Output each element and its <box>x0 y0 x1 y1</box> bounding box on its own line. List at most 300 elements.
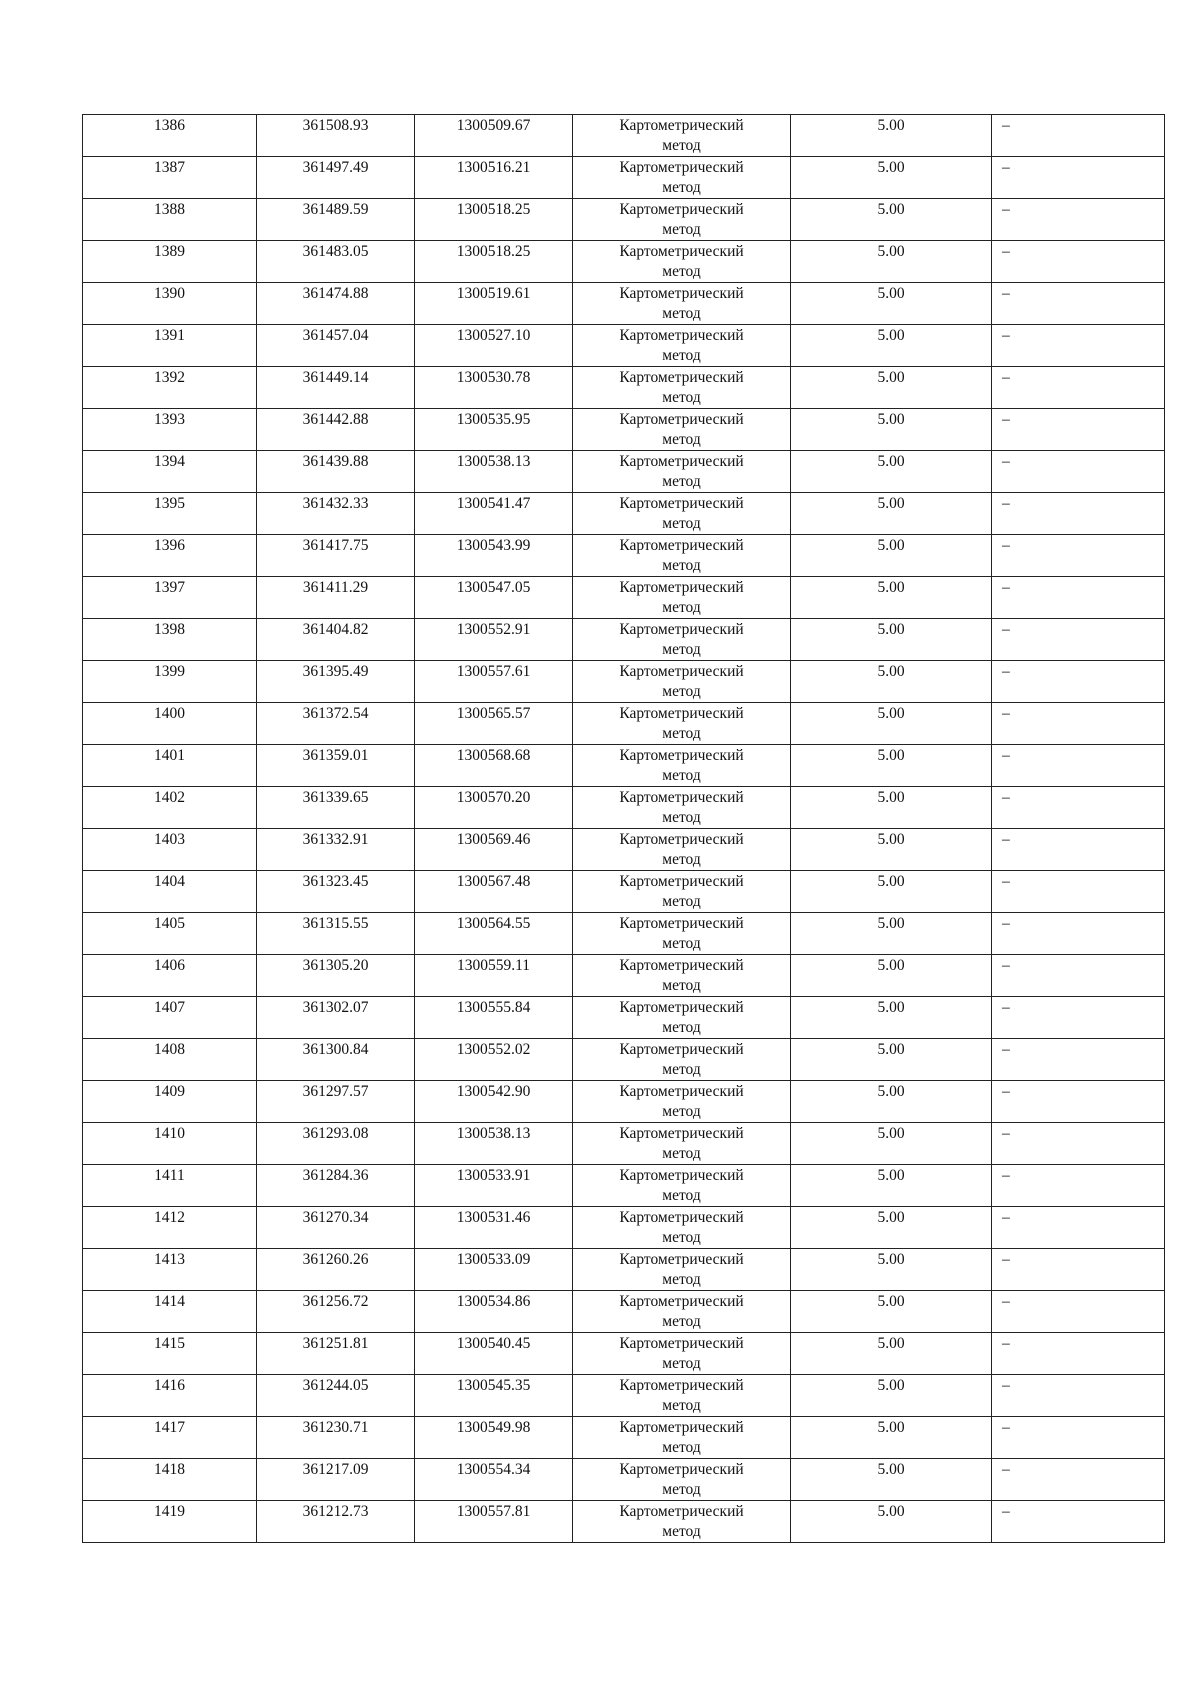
point-number-text: 1415 <box>154 1335 185 1352</box>
y-coordinate-text: 1300530.78 <box>456 369 531 386</box>
accuracy-cell <box>791 661 992 703</box>
method-text-line2: метод <box>662 1103 701 1120</box>
method-text-line1: Картометрический <box>619 117 744 134</box>
x-coordinate-text: 361230.71 <box>302 1419 369 1436</box>
accuracy-cell <box>791 871 992 913</box>
y-coordinate-text: 1300533.91 <box>456 1167 531 1184</box>
x-coordinate-text: 361439.88 <box>302 453 369 470</box>
point-number-text: 1401 <box>154 747 185 764</box>
table-row <box>83 1081 1165 1123</box>
method-text-line1: Картометрический <box>619 1461 744 1478</box>
method-cell <box>573 1291 791 1333</box>
x-coordinate-text: 361323.45 <box>302 873 369 890</box>
point-number-text: 1393 <box>154 411 185 428</box>
accuracy-cell <box>791 451 992 493</box>
method-text-line1: Картометрический <box>619 243 744 260</box>
method-text-line1: Картометрический <box>619 789 744 806</box>
accuracy-cell <box>791 1459 992 1501</box>
table-row <box>83 493 1165 535</box>
method-text-line1: Картометрический <box>619 495 744 512</box>
note-text: – <box>1002 1251 1010 1268</box>
note-text: – <box>1002 537 1010 554</box>
y-coordinate-cell <box>415 1333 573 1375</box>
method-cell <box>573 661 791 703</box>
y-coordinate-text: 1300554.34 <box>456 1461 531 1478</box>
y-coordinate-cell <box>415 1501 573 1543</box>
y-coordinate-text: 1300538.13 <box>456 453 531 470</box>
method-text-line1: Картометрический <box>619 873 744 890</box>
y-coordinate-text: 1300552.91 <box>456 621 531 638</box>
accuracy-cell <box>791 241 992 283</box>
point-number-cell <box>83 535 257 577</box>
y-coordinate-cell <box>415 997 573 1039</box>
method-text-line2: метод <box>662 767 701 784</box>
x-coordinate-text: 361297.57 <box>302 1083 369 1100</box>
y-coordinate-cell <box>415 115 573 157</box>
y-coordinate-cell <box>415 1249 573 1291</box>
table-row <box>83 1501 1165 1543</box>
accuracy-cell <box>791 1249 992 1291</box>
table-row <box>83 409 1165 451</box>
x-coordinate-text: 361417.75 <box>302 537 369 554</box>
note-cell <box>992 493 1165 535</box>
y-coordinate-text: 1300568.68 <box>456 747 531 764</box>
accuracy-text: 5.00 <box>877 327 905 344</box>
note-cell <box>992 1291 1165 1333</box>
y-coordinate-text: 1300509.67 <box>456 117 531 134</box>
y-coordinate-text: 1300543.99 <box>456 537 531 554</box>
y-coordinate-cell <box>415 913 573 955</box>
x-coordinate-text: 361251.81 <box>302 1335 369 1352</box>
coordinates-table <box>82 114 1165 1543</box>
y-coordinate-cell <box>415 1291 573 1333</box>
x-coordinate-cell <box>257 535 415 577</box>
y-coordinate-cell <box>415 493 573 535</box>
table-row <box>83 745 1165 787</box>
note-text: – <box>1002 831 1010 848</box>
y-coordinate-text: 1300552.02 <box>456 1041 531 1058</box>
y-coordinate-text: 1300540.45 <box>456 1335 531 1352</box>
note-text: – <box>1002 411 1010 428</box>
point-number-cell <box>83 1375 257 1417</box>
accuracy-text: 5.00 <box>877 285 905 302</box>
point-number-text: 1392 <box>154 369 185 386</box>
y-coordinate-text: 1300570.20 <box>456 789 531 806</box>
method-cell <box>573 367 791 409</box>
method-text-line2: метод <box>662 389 701 406</box>
point-number-cell <box>83 1333 257 1375</box>
method-text-line2: метод <box>662 179 701 196</box>
accuracy-text: 5.00 <box>877 1167 905 1184</box>
x-coordinate-text: 361256.72 <box>302 1293 369 1310</box>
note-cell <box>992 1333 1165 1375</box>
point-number-cell <box>83 1291 257 1333</box>
y-coordinate-cell <box>415 199 573 241</box>
accuracy-cell <box>791 157 992 199</box>
y-coordinate-cell <box>415 1207 573 1249</box>
point-number-cell <box>83 1039 257 1081</box>
x-coordinate-cell <box>257 829 415 871</box>
point-number-text: 1390 <box>154 285 185 302</box>
point-number-cell <box>83 1249 257 1291</box>
table-row <box>83 829 1165 871</box>
accuracy-text: 5.00 <box>877 537 905 554</box>
y-coordinate-cell <box>415 409 573 451</box>
note-text: – <box>1002 1167 1010 1184</box>
y-coordinate-text: 1300541.47 <box>456 495 531 512</box>
accuracy-text: 5.00 <box>877 663 905 680</box>
method-text-line2: метод <box>662 305 701 322</box>
x-coordinate-cell <box>257 1039 415 1081</box>
x-coordinate-text: 361293.08 <box>302 1125 369 1142</box>
table-row <box>83 871 1165 913</box>
note-cell <box>992 577 1165 619</box>
point-number-cell <box>83 1417 257 1459</box>
x-coordinate-text: 361359.01 <box>302 747 369 764</box>
x-coordinate-cell <box>257 241 415 283</box>
accuracy-cell <box>791 619 992 661</box>
y-coordinate-cell <box>415 157 573 199</box>
accuracy-cell <box>791 1375 992 1417</box>
note-text: – <box>1002 957 1010 974</box>
x-coordinate-cell <box>257 1081 415 1123</box>
y-coordinate-text: 1300569.46 <box>456 831 531 848</box>
method-text-line1: Картометрический <box>619 1167 744 1184</box>
note-text: – <box>1002 117 1010 134</box>
y-coordinate-text: 1300549.98 <box>456 1419 531 1436</box>
x-coordinate-cell <box>257 1123 415 1165</box>
accuracy-text: 5.00 <box>877 621 905 638</box>
note-text: – <box>1002 159 1010 176</box>
point-number-text: 1405 <box>154 915 185 932</box>
point-number-cell <box>83 325 257 367</box>
x-coordinate-text: 361489.59 <box>302 201 369 218</box>
method-text-line1: Картометрический <box>619 159 744 176</box>
table-row <box>83 955 1165 997</box>
table-row <box>83 1207 1165 1249</box>
y-coordinate-cell <box>415 283 573 325</box>
method-cell <box>573 787 791 829</box>
note-text: – <box>1002 495 1010 512</box>
method-text-line1: Картометрический <box>619 327 744 344</box>
point-number-text: 1389 <box>154 243 185 260</box>
x-coordinate-cell <box>257 745 415 787</box>
accuracy-cell <box>791 1417 992 1459</box>
method-text-line2: метод <box>662 1145 701 1162</box>
method-cell <box>573 451 791 493</box>
x-coordinate-text: 361339.65 <box>302 789 369 806</box>
method-text-line2: метод <box>662 641 701 658</box>
x-coordinate-cell <box>257 283 415 325</box>
x-coordinate-cell <box>257 493 415 535</box>
point-number-cell <box>83 1081 257 1123</box>
method-text-line2: метод <box>662 1271 701 1288</box>
method-cell <box>573 493 791 535</box>
note-cell <box>992 1459 1165 1501</box>
point-number-text: 1413 <box>154 1251 185 1268</box>
method-cell <box>573 1165 791 1207</box>
y-coordinate-cell <box>415 661 573 703</box>
accuracy-cell <box>791 283 992 325</box>
y-coordinate-cell <box>415 829 573 871</box>
accuracy-cell <box>791 325 992 367</box>
x-coordinate-cell <box>257 157 415 199</box>
method-cell <box>573 283 791 325</box>
point-number-cell <box>83 451 257 493</box>
note-text: – <box>1002 1293 1010 1310</box>
note-text: – <box>1002 1083 1010 1100</box>
table-row <box>83 913 1165 955</box>
accuracy-text: 5.00 <box>877 915 905 932</box>
method-text-line1: Картометрический <box>619 285 744 302</box>
x-coordinate-text: 361284.36 <box>302 1167 369 1184</box>
method-cell <box>573 1039 791 1081</box>
note-cell <box>992 241 1165 283</box>
method-text-line2: метод <box>662 473 701 490</box>
note-cell <box>992 955 1165 997</box>
x-coordinate-text: 361315.55 <box>302 915 369 932</box>
note-text: – <box>1002 1125 1010 1142</box>
y-coordinate-cell <box>415 1375 573 1417</box>
y-coordinate-cell <box>415 367 573 409</box>
point-number-text: 1398 <box>154 621 185 638</box>
method-text-line1: Картометрический <box>619 411 744 428</box>
point-number-cell <box>83 997 257 1039</box>
method-cell <box>573 1501 791 1543</box>
x-coordinate-text: 361411.29 <box>302 579 369 596</box>
table-row <box>83 367 1165 409</box>
note-cell <box>992 535 1165 577</box>
table-row <box>83 787 1165 829</box>
x-coordinate-cell <box>257 451 415 493</box>
point-number-cell <box>83 283 257 325</box>
point-number-text: 1391 <box>154 327 185 344</box>
note-cell <box>992 661 1165 703</box>
method-text-line2: метод <box>662 263 701 280</box>
y-coordinate-text: 1300516.21 <box>456 159 531 176</box>
accuracy-text: 5.00 <box>877 1041 905 1058</box>
table-row <box>83 283 1165 325</box>
x-coordinate-text: 361372.54 <box>302 705 369 722</box>
point-number-cell <box>83 829 257 871</box>
note-cell <box>992 871 1165 913</box>
y-coordinate-text: 1300533.09 <box>456 1251 531 1268</box>
method-cell <box>573 1081 791 1123</box>
y-coordinate-text: 1300567.48 <box>456 873 531 890</box>
point-number-text: 1412 <box>154 1209 185 1226</box>
note-text: – <box>1002 915 1010 932</box>
point-number-cell <box>83 1501 257 1543</box>
y-coordinate-cell <box>415 745 573 787</box>
y-coordinate-text: 1300547.05 <box>456 579 531 596</box>
method-cell <box>573 703 791 745</box>
note-cell <box>992 1039 1165 1081</box>
accuracy-cell <box>791 997 992 1039</box>
note-cell <box>992 913 1165 955</box>
method-cell <box>573 115 791 157</box>
method-cell <box>573 241 791 283</box>
method-cell <box>573 829 791 871</box>
point-number-text: 1414 <box>154 1293 185 1310</box>
note-text: – <box>1002 1461 1010 1478</box>
point-number-cell <box>83 409 257 451</box>
point-number-cell <box>83 1123 257 1165</box>
accuracy-cell <box>791 913 992 955</box>
method-text-line1: Картометрический <box>619 579 744 596</box>
accuracy-cell <box>791 367 992 409</box>
point-number-text: 1387 <box>154 159 185 176</box>
point-number-cell <box>83 1207 257 1249</box>
table-row <box>83 241 1165 283</box>
method-text-line1: Картометрический <box>619 1041 744 1058</box>
note-cell <box>992 199 1165 241</box>
accuracy-text: 5.00 <box>877 369 905 386</box>
accuracy-text: 5.00 <box>877 1377 905 1394</box>
x-coordinate-text: 361449.14 <box>302 369 369 386</box>
table-row <box>83 1291 1165 1333</box>
method-text-line2: метод <box>662 1187 701 1204</box>
x-coordinate-cell <box>257 1375 415 1417</box>
point-number-text: 1410 <box>154 1125 185 1142</box>
table-row <box>83 1123 1165 1165</box>
note-text: – <box>1002 1209 1010 1226</box>
accuracy-text: 5.00 <box>877 1461 905 1478</box>
accuracy-text: 5.00 <box>877 243 905 260</box>
x-coordinate-text: 361474.88 <box>302 285 369 302</box>
point-number-text: 1396 <box>154 537 185 554</box>
method-cell <box>573 745 791 787</box>
point-number-cell <box>83 787 257 829</box>
y-coordinate-text: 1300538.13 <box>456 1125 531 1142</box>
x-coordinate-cell <box>257 325 415 367</box>
table-row <box>83 1459 1165 1501</box>
x-coordinate-cell <box>257 913 415 955</box>
method-text-line2: метод <box>662 1229 701 1246</box>
method-text-line1: Картометрический <box>619 747 744 764</box>
note-cell <box>992 1123 1165 1165</box>
x-coordinate-cell <box>257 871 415 913</box>
x-coordinate-cell <box>257 1333 415 1375</box>
y-coordinate-text: 1300518.25 <box>456 243 531 260</box>
note-text: – <box>1002 1041 1010 1058</box>
note-cell <box>992 1249 1165 1291</box>
point-number-text: 1400 <box>154 705 185 722</box>
accuracy-cell <box>791 1123 992 1165</box>
method-text-line1: Картометрический <box>619 1209 744 1226</box>
note-text: – <box>1002 327 1010 344</box>
x-coordinate-text: 361305.20 <box>302 957 369 974</box>
x-coordinate-text: 361300.84 <box>302 1041 369 1058</box>
accuracy-text: 5.00 <box>877 1503 905 1520</box>
x-coordinate-text: 361332.91 <box>302 831 369 848</box>
note-cell <box>992 1165 1165 1207</box>
point-number-text: 1406 <box>154 957 185 974</box>
accuracy-text: 5.00 <box>877 453 905 470</box>
method-text-line2: метод <box>662 1313 701 1330</box>
y-coordinate-cell <box>415 703 573 745</box>
accuracy-text: 5.00 <box>877 999 905 1016</box>
x-coordinate-text: 361497.49 <box>302 159 369 176</box>
table-row <box>83 577 1165 619</box>
x-coordinate-text: 361302.07 <box>302 999 369 1016</box>
note-cell <box>992 745 1165 787</box>
y-coordinate-cell <box>415 787 573 829</box>
method-text-line2: метод <box>662 809 701 826</box>
method-text-line2: метод <box>662 347 701 364</box>
note-text: – <box>1002 243 1010 260</box>
table-row <box>83 535 1165 577</box>
point-number-cell <box>83 1165 257 1207</box>
note-text: – <box>1002 873 1010 890</box>
accuracy-cell <box>791 703 992 745</box>
table-row <box>83 997 1165 1039</box>
accuracy-text: 5.00 <box>877 201 905 218</box>
note-cell <box>992 283 1165 325</box>
method-text-line1: Картометрический <box>619 1335 744 1352</box>
method-cell <box>573 325 791 367</box>
table-row <box>83 619 1165 661</box>
method-text-line2: метод <box>662 1439 701 1456</box>
accuracy-text: 5.00 <box>877 579 905 596</box>
method-cell <box>573 1333 791 1375</box>
y-coordinate-cell <box>415 577 573 619</box>
y-coordinate-cell <box>415 871 573 913</box>
y-coordinate-text: 1300542.90 <box>456 1083 531 1100</box>
x-coordinate-text: 361442.88 <box>302 411 369 428</box>
table-row <box>83 1039 1165 1081</box>
accuracy-text: 5.00 <box>877 1125 905 1142</box>
y-coordinate-cell <box>415 241 573 283</box>
x-coordinate-cell <box>257 1249 415 1291</box>
method-text-line2: метод <box>662 1355 701 1372</box>
point-number-cell <box>83 871 257 913</box>
point-number-cell <box>83 199 257 241</box>
table-row <box>83 325 1165 367</box>
accuracy-cell <box>791 1501 992 1543</box>
method-cell <box>573 157 791 199</box>
method-text-line1: Картометрический <box>619 369 744 386</box>
x-coordinate-cell <box>257 787 415 829</box>
point-number-cell <box>83 745 257 787</box>
y-coordinate-cell <box>415 1123 573 1165</box>
method-text-line2: метод <box>662 599 701 616</box>
point-number-text: 1416 <box>154 1377 185 1394</box>
point-number-text: 1386 <box>154 117 185 134</box>
note-text: – <box>1002 705 1010 722</box>
note-cell <box>992 1207 1165 1249</box>
note-cell <box>992 115 1165 157</box>
note-cell <box>992 325 1165 367</box>
method-cell <box>573 955 791 997</box>
accuracy-cell <box>791 535 992 577</box>
accuracy-cell <box>791 787 992 829</box>
accuracy-text: 5.00 <box>877 1083 905 1100</box>
y-coordinate-cell <box>415 451 573 493</box>
y-coordinate-cell <box>415 955 573 997</box>
accuracy-text: 5.00 <box>877 957 905 974</box>
y-coordinate-text: 1300564.55 <box>456 915 531 932</box>
accuracy-text: 5.00 <box>877 705 905 722</box>
method-cell <box>573 1249 791 1291</box>
table-row <box>83 661 1165 703</box>
point-number-text: 1408 <box>154 1041 185 1058</box>
x-coordinate-cell <box>257 955 415 997</box>
accuracy-text: 5.00 <box>877 831 905 848</box>
x-coordinate-text: 361457.04 <box>302 327 369 344</box>
accuracy-text: 5.00 <box>877 117 905 134</box>
accuracy-text: 5.00 <box>877 411 905 428</box>
note-cell <box>992 703 1165 745</box>
